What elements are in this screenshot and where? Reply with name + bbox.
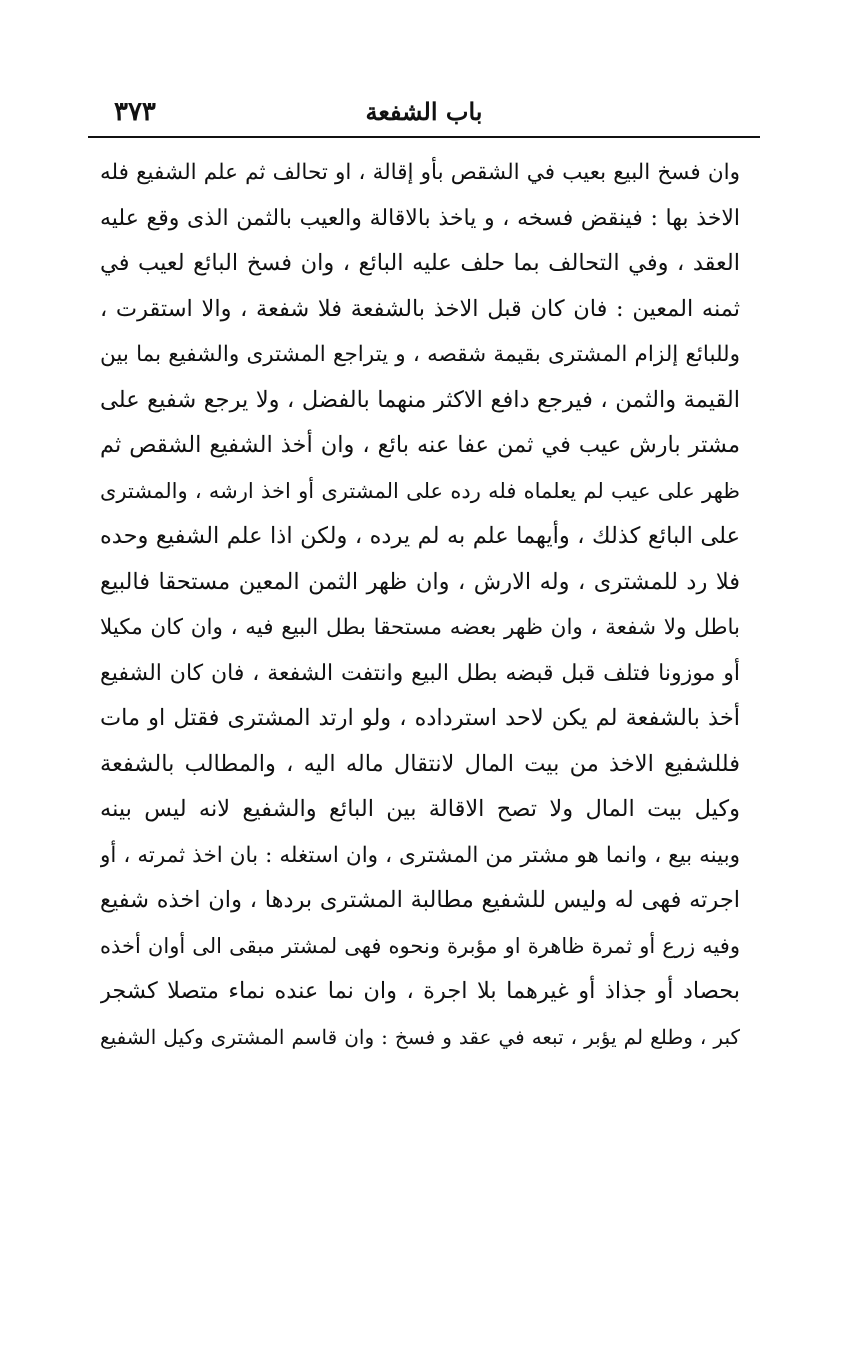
text-line: العقد ، وفي التحالف بما حلف عليه البائع ، وان فسخ البائع لعيب في bbox=[100, 250, 740, 276]
header-rule bbox=[88, 136, 760, 138]
text-line: باطل ولا شفعة ، وان ظهر بعضه مستحقا بطل البيع فيه ، وان كان مكيلا bbox=[100, 615, 740, 640]
page-header bbox=[88, 92, 760, 132]
text-line: ثمنه المعين : فان كان قبل الاخذ بالشفعة فلا شفعة ، والا استقرت ، bbox=[100, 295, 740, 322]
text-line: ظهر على عيب لم يعلماه فله رده على المشترى أو اخذ ارشه ، والمشترى bbox=[100, 478, 740, 503]
text-line: كبر ، وطلع لم يؤبر ، تبعه في عقد و فسخ : وان قاسم المشترى وكيل الشفيع bbox=[100, 1024, 740, 1049]
text-line: فلا رد للمشترى ، وله الارش ، وان ظهر الثمن المعين مستحقا فالبيع bbox=[100, 568, 740, 595]
body-text bbox=[100, 150, 740, 1060]
text-line: مشتر بارش عيب في ثمن عفا عنه بائع ، وان أخذ الشفيع الشقص ثم bbox=[100, 432, 740, 458]
running-title: باب الشفعة bbox=[365, 97, 483, 126]
text-line: وللبائع إلزام المشترى بقيمة شقصه ، و يتراجع المشترى والشفيع بما بين bbox=[100, 342, 740, 367]
text-line: الاخذ بها : فينقض فسخه ، و ياخذ بالاقالة والعيب بالثمن الذى وقع عليه bbox=[100, 205, 740, 231]
text-line: أخذ بالشفعة لم يكن لاحد استرداده ، ولو ارتد المشترى فقتل او مات bbox=[100, 705, 740, 731]
text-line: فللشفيع الاخذ من بيت المال لانتقال ماله اليه ، والمطالب بالشفعة bbox=[100, 750, 740, 777]
text-line: بحصاد أو جذاذ أو غيرهما بلا اجرة ، وان نما عنده نماء متصلا كشجر bbox=[100, 978, 740, 1004]
text-line: اجرته فهى له وليس للشفيع مطالبة المشترى بردها ، وان اخذه شفيع bbox=[100, 887, 740, 913]
text-line: وان فسخ البيع بعيب في الشقص بأو إقالة ، او تحالف ثم علم الشفيع فله bbox=[100, 160, 740, 185]
text-line: على البائع كذلك ، وأيهما علم به لم يرده ، ولكن اذا علم الشفيع وحده bbox=[100, 523, 740, 549]
text-line: أو موزونا فتلف قبل قبضه بطل البيع وانتفت الشفعة ، فان كان الشفيع bbox=[100, 660, 740, 686]
text-line: القيمة والثمن ، فيرجع دافع الاكثر منهما بالفضل ، ولا يرجع شفيع على bbox=[100, 386, 740, 413]
text-line: وكيل بيت المال ولا تصح الاقالة بين البائع والشفيع لانه ليس بينه bbox=[100, 796, 740, 822]
text-line: وبينه بيع ، وانما هو مشتر من المشترى ، وان استغله : بان اخذ ثمرته ، أو bbox=[100, 842, 740, 868]
page-number: ٣٧٣ bbox=[114, 97, 156, 127]
text-line: وفيه زرع أو ثمرة ظاهرة او مؤبرة ونحوه فهى لمشتر مبقى الى أوان أخذه bbox=[100, 933, 740, 958]
